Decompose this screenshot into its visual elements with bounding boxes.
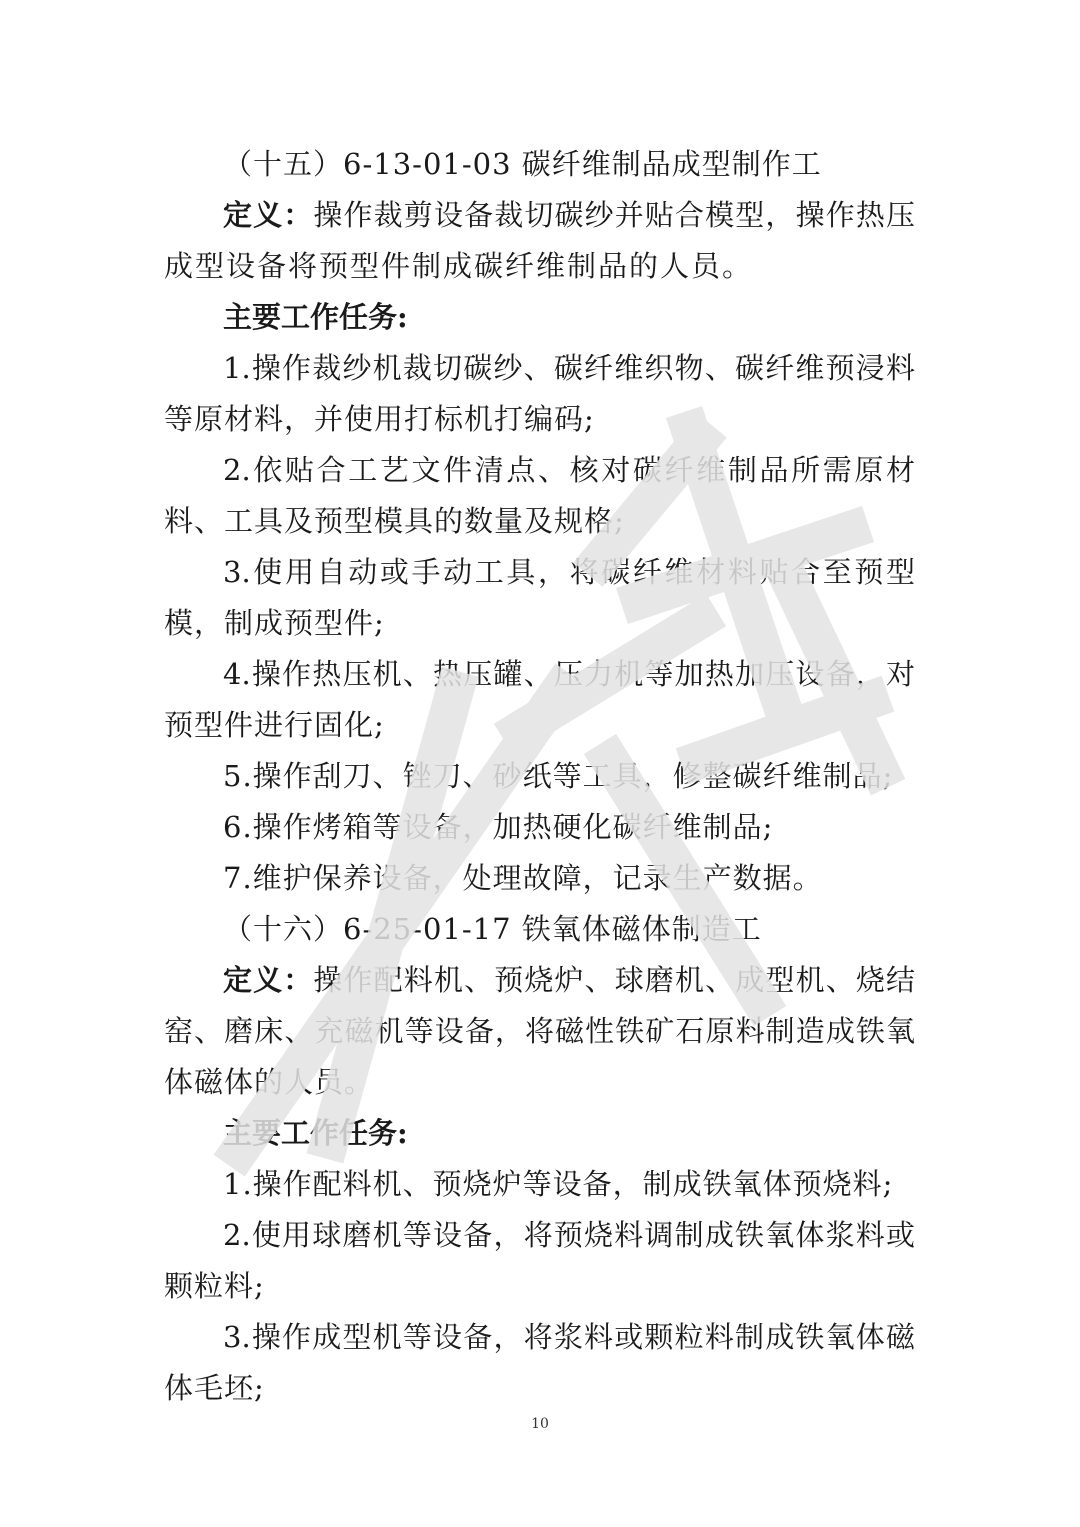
task-16-2-line2: 颗粒料; (164, 1269, 265, 1303)
section-heading-16: （十六）6-25-01-17 铁氧体磁体制造工 (223, 912, 762, 946)
task-15-3-line1: 3.使用自动或手动工具，将碳纤维材料贴合至预型 (223, 555, 915, 589)
task-15-3-line2: 模，制成预型件; (164, 606, 385, 640)
definition-15-line1 (223, 195, 915, 235)
task-15-1-line1: 1.操作裁纱机裁切碳纱、碳纤维织物、碳纤维预浸料 (223, 351, 915, 385)
definition-label: 定义： (223, 963, 314, 997)
task-15-4-line1: 4.操作热压机、热压罐、压力机等加热加压设备，对 (223, 657, 915, 691)
definition-text: 操作配料机、预烧炉、球磨机、成型机、烧结 (313, 963, 915, 997)
definition-16-line3: 体磁体的人员。 (164, 1065, 375, 1099)
definition-label: 定义： (223, 198, 314, 232)
task-16-2-line1: 2.使用球磨机等设备，将预烧料调制成铁氧体浆料或 (223, 1218, 915, 1252)
definition-15-line2: 成型设备将预型件制成碳纤维制品的人员。 (164, 249, 754, 283)
definition-16-line2: 窑、磨床、充磁机等设备，将磁性铁矿石原料制造成铁氧 (164, 1014, 915, 1048)
task-15-2-line1: 2.依贴合工艺文件清点、核对碳纤维制品所需原材 (223, 453, 915, 487)
tasks-heading-15: 主要工作任务: (223, 300, 408, 334)
tasks-heading-16: 主要工作任务: (223, 1116, 408, 1150)
task-15-7: 7.维护保养设备，处理故障，记录生产数据。 (223, 861, 823, 895)
task-15-4-line2: 预型件进行固化; (164, 708, 385, 742)
task-16-3-line1: 3.操作成型机等设备，将浆料或颗粒料制成铁氧体磁 (223, 1320, 915, 1354)
task-16-1: 1.操作配料机、预烧炉等设备，制成铁氧体预烧料; (223, 1167, 894, 1201)
page-number: 10 (531, 1416, 549, 1432)
task-15-5: 5.操作刮刀、锉刀、砂纸等工具，修整碳纤维制品; (223, 759, 894, 793)
definition-text: 操作裁剪设备裁切碳纱并贴合模型，操作热压 (313, 198, 915, 232)
section-heading-15: （十五）6-13-01-03 碳纤维制品成型制作工 (223, 147, 822, 181)
task-15-2-line2: 料、工具及预型模具的数量及规格; (164, 504, 625, 538)
task-16-3-line2: 体毛坯; (164, 1371, 265, 1405)
watermark-stroke (700, 700, 870, 760)
task-15-6: 6.操作烤箱等设备，加热硬化碳纤维制品; (223, 810, 774, 844)
definition-16-line1 (223, 960, 915, 1000)
task-15-1-line2: 等原材料，并使用打标机打编码; (164, 402, 595, 436)
